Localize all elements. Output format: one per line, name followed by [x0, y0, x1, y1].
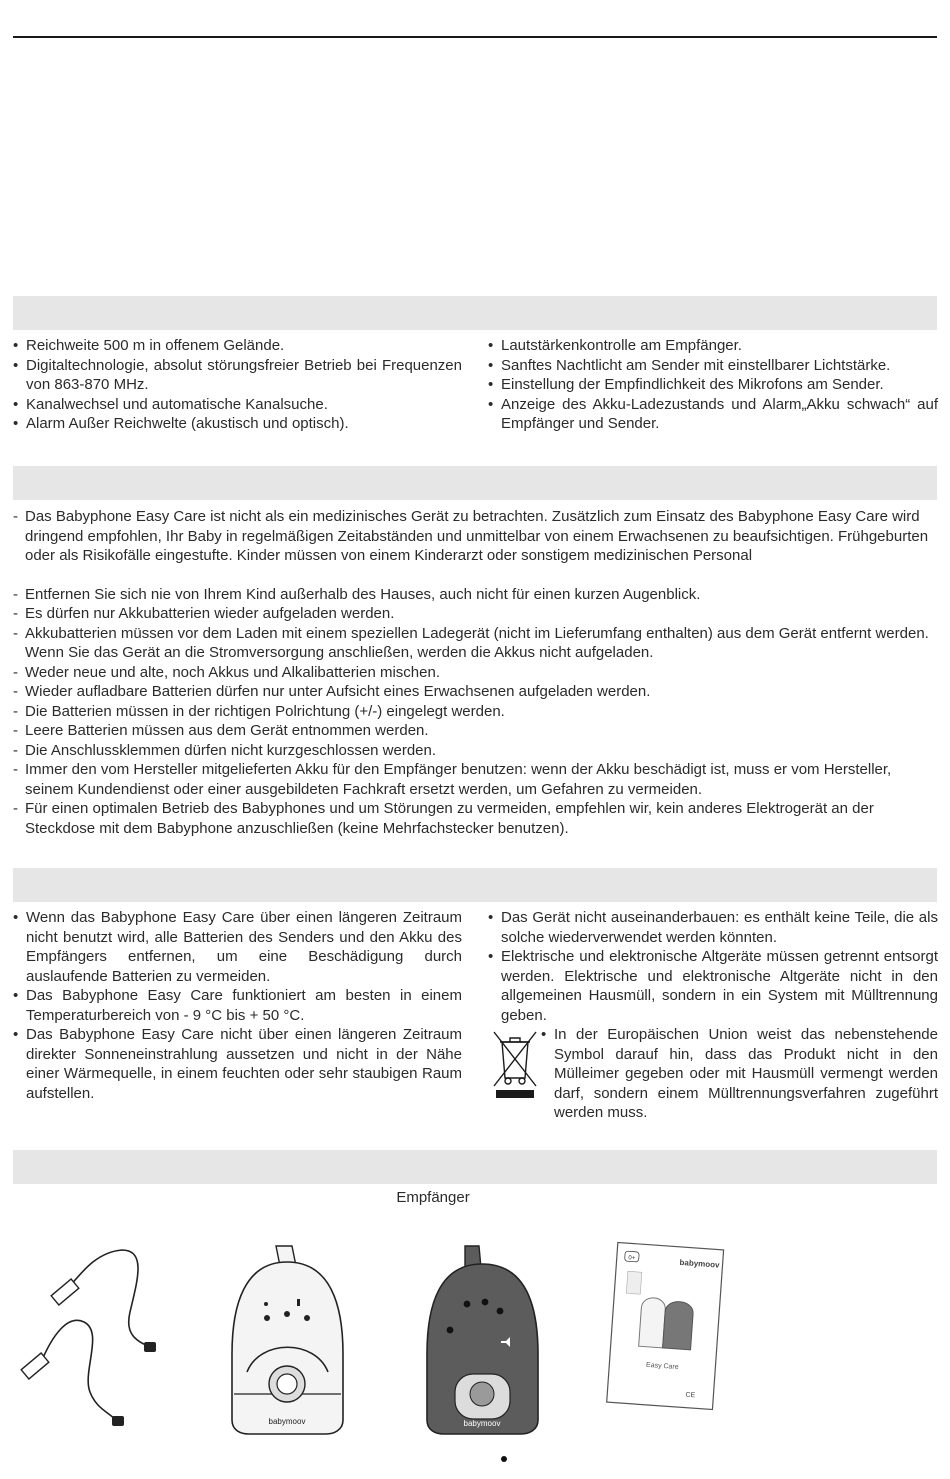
care-left-column [13, 908, 462, 1103]
user-manual-booklet [600, 1240, 730, 1415]
feature-item: • Reichweite 500 m in offenem Gelände. [13, 336, 462, 356]
bullet: • [541, 1026, 547, 1043]
usb-cables-illustration [12, 1242, 162, 1437]
transmitter-unit [230, 1244, 345, 1436]
usb-plug [21, 1279, 79, 1379]
feature-item: • Sanftes Nachtlicht am Sender mit einstellbarer Lichtstärke. [488, 356, 938, 376]
manual-title: Easy Care [645, 1361, 679, 1372]
brand-label: babymoov [268, 1417, 306, 1426]
safety-item: - Die Batterien müssen in der richtigen Polrichtung (+/-) eingelegt werden. [13, 702, 939, 722]
safety-item: - Immer den vom Hersteller mitgelieferten Akku für den Empfänger benutzen: wenn der Akku beschädigt ist, muss er vom Hersteller, seinem Kundendienst oder einer ausgebildeten Fachkraft ersetzt werden, um Gefahren zu vermeiden. [13, 760, 939, 799]
safety-item: - Für einen optimalen Betrieb des Babyphones und um Störungen zu vermeiden, empfehlen wir, kein anderes Elektrogerät an der Steckdose mit dem Babyphone anzuschließen (keine Mehrfachstecker benutzen). [13, 799, 939, 838]
feature-item: • Alarm Außer Reichwelte (akustisch und optisch). [13, 414, 462, 434]
section-header-safety [13, 466, 937, 500]
section-header-contents [13, 1150, 937, 1184]
safety-item: - Entfernen Sie sich nie von Ihrem Kind außerhalb des Hauses, auch nicht für einen kurzen Augenblick. [13, 585, 939, 605]
weee-item [541, 1025, 938, 1123]
manual-brand-label: babymoov [679, 1257, 720, 1270]
safety-item: - Die Anschlussklemmen dürfen nicht kurzgeschlossen werden. [13, 741, 939, 761]
micro-usb-plug [112, 1342, 156, 1426]
feature-item: • Einstellung der Empfindlichkeit des Mikrofons am Sender. [488, 375, 938, 395]
safety-item: - Akkubatterien müssen vor dem Laden mit einem speziellen Ladegerät (nicht im Lieferumfang enthalten) aus dem Gerät entfernt werden. Wenn Sie das Gerät an die Stromversorgung anschließen, werden die Akkus nicht aufgeladen. [13, 624, 939, 663]
weee-notice [541, 1025, 938, 1123]
features-right-column [488, 336, 938, 434]
manual-age-label: 0+ [628, 1255, 636, 1262]
safety-item: - Leere Batterien müssen aus dem Gerät entnommen werden. [13, 721, 939, 741]
crossed-bin-icon [490, 1028, 540, 1100]
manual-marks: CE [685, 1391, 696, 1400]
care-item: • Wenn das Babyphone Easy Care über einen längeren Zeitraum nicht benutzt wird, alle Batterien des Senders und den Akku des Empfängers entfernen, um eine Beschädigung durch auslaufende Batterien zu vermeiden. [13, 908, 462, 986]
safety-item: - Das Babyphone Easy Care ist nicht als ein medizinisches Gerät zu betrachten. Zusätzlich zum Einsatz des Babyphone Easy Care wird dringend empfohlen, Ihr Baby in regelmäßigen Zeitabständen und unmittelbar von einem Erwachsenen zu beaufsichtigen. Frühgeburten oder als Risikofälle eingestufte. Kinder müssen von einem Kinderarzt oder sonstigem medizinischen Personal [13, 507, 939, 566]
feature-item: • Digitaltechnologie, absolut störungsfreier Betrieb bei Frequenzen von 863-870 MHz. [13, 356, 462, 395]
receiver-unit [425, 1244, 540, 1436]
figure-caption: Empfänger [396, 1189, 470, 1206]
safety-list [13, 507, 939, 838]
feature-item: • Lautstärkenkontrolle am Empfänger. [488, 336, 938, 356]
section-header-features [13, 296, 937, 330]
care-item: • Das Gerät nicht auseinanderbauen: es enthält keine Teile, die als solche wiederverwendet werden könnten. [488, 908, 938, 947]
feature-item: • Anzeige des Akku-Ladezustands und Alarm„Akku schwach“ auf Empfänger und Sender. [488, 395, 938, 434]
care-item: • Das Babyphone Easy Care funktioniert am besten in einem Temperaturbereich von - 9 °C bis + 50 °C. [13, 986, 462, 1025]
brand-label: babymoov [463, 1419, 501, 1428]
care-item: • Elektrische und elektronische Altgeräte müssen getrennt entsorgt werden. Elektrische und elektronische Altgeräte nicht in den allgemeinen Hausmüll, sondern in ein System mit Mülltrennung geben. [488, 947, 938, 1025]
top-rule [13, 36, 937, 38]
weee-text: In der Europäischen Union weist das nebenstehende Symbol darauf hin, dass das Produkt nicht in den Mülleimer gegeben oder mit Hausmüll vermengt werden darf, sondern einem Mülltrennungsverfahren zugeführt werden muss. [554, 1026, 938, 1121]
page-dot [501, 1456, 507, 1462]
care-item: • Das Babyphone Easy Care nicht über einen längeren Zeitraum direkter Sonneneinstrahlung aussetzen und nicht in der Nähe einer Wärmequelle, in einem feuchten oder sehr staubigen Raum aufstellen. [13, 1025, 462, 1103]
safety-item: - Es dürfen nur Akkubatterien wieder aufgeladen werden. [13, 604, 939, 624]
care-right-column [488, 908, 938, 1025]
features-left-column [13, 336, 462, 434]
safety-item: - Wieder aufladbare Batterien dürfen nur unter Aufsicht eines Erwachsenen aufgeladen werden. [13, 682, 939, 702]
section-header-care [13, 868, 937, 902]
feature-item: • Kanalwechsel und automatische Kanalsuche. [13, 395, 462, 415]
safety-item: - Weder neue und alte, noch Akkus und Alkalibatterien mischen. [13, 663, 939, 683]
